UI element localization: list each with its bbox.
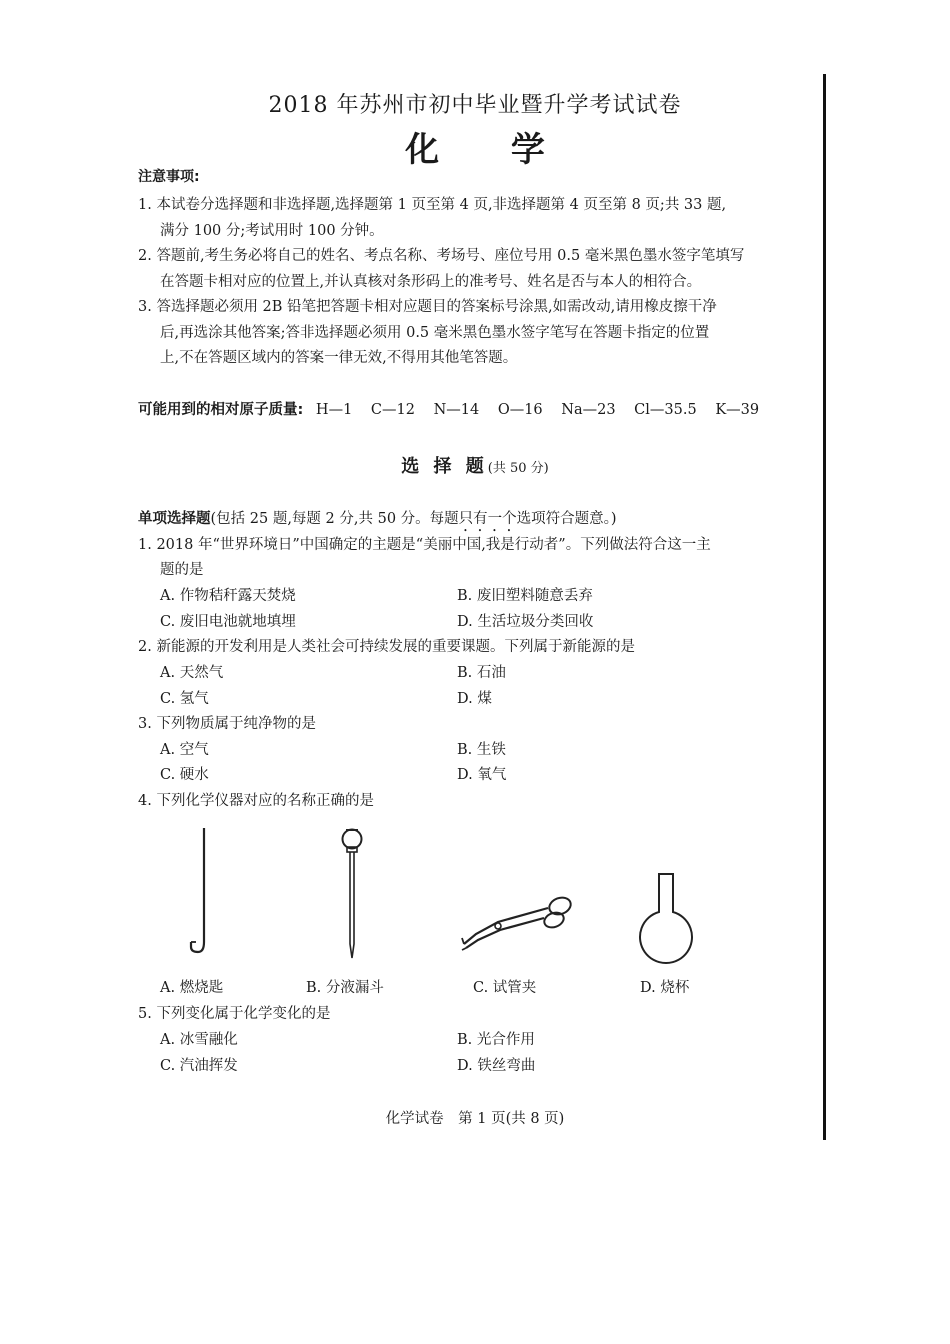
- q3-stem: 3. 下列物质属于纯净物的是: [138, 716, 316, 732]
- note-3-line-3: 上,不在答题区域内的答案一律无效,不得用其他笔答题。: [160, 350, 518, 366]
- note-3-line-2: 后,再选涂其他答案;答非选择题必须用 0.5 毫米黑色墨水签字笔写在答题卡指定的位置: [160, 325, 710, 341]
- q1-stem-line-1: 1. 2018 年“世界环境日”中国确定的主题是“美丽中国,我是行动者”。下列做法符合这一主: [138, 537, 711, 553]
- q5-option-b: B. 光合作用: [457, 1032, 535, 1048]
- q4-option-d: D. 烧杯: [640, 980, 690, 996]
- q4-option-b: B. 分液漏斗: [306, 980, 384, 996]
- mass-c: C—12: [370, 402, 415, 418]
- atomic-masses-label: 可能用到的相对原子质量:: [138, 402, 304, 418]
- q4-option-a: A. 燃烧匙: [160, 980, 224, 996]
- section-title: 选 择 题: [401, 456, 488, 477]
- mass-o: O—16: [497, 402, 543, 418]
- q1-option-a: A. 作物秸秆露天焚烧: [160, 588, 296, 604]
- mass-cl: Cl—35.5: [634, 402, 697, 418]
- section-points: (共 50 分): [487, 461, 549, 476]
- exam-title: 2018 年苏州市初中毕业暨升学考试试卷: [268, 93, 682, 118]
- mass-n: N—14: [433, 402, 480, 418]
- instructions: [138, 507, 617, 535]
- q3-option-d: D. 氧气: [457, 767, 507, 783]
- q2-option-c: C. 氢气: [160, 691, 209, 707]
- q1-option-b: B. 废旧塑料随意丢弃: [457, 588, 593, 604]
- section-heading: [0, 452, 950, 478]
- q2-option-d: D. 煤: [457, 691, 492, 707]
- q3-option-a: A. 空气: [160, 742, 209, 758]
- binding-line: [823, 74, 826, 1140]
- q5-option-d: D. 铁丝弯曲: [457, 1058, 536, 1074]
- q2-option-b: B. 石油: [457, 665, 506, 681]
- instructions-text-after: 选项符合题意。): [516, 511, 617, 527]
- q2-option-a: A. 天然气: [160, 665, 224, 681]
- round-bottom-flask-icon: [636, 872, 696, 964]
- mass-h: H—1: [315, 402, 353, 418]
- mass-k: K—39: [715, 402, 760, 418]
- note-1-line-1: 1. 本试卷分选择题和非选择题,选择题第 1 页至第 4 页,非选择题第 4 页至第 8 页;共 33 题,: [138, 197, 727, 213]
- note-1-line-2: 满分 100 分;考试用时 100 分钟。: [160, 223, 384, 239]
- q4-stem: 4. 下列化学仪器对应的名称正确的是: [138, 793, 374, 809]
- q1-option-d: D. 生活垃圾分类回收: [457, 614, 594, 630]
- q3-option-c: C. 硬水: [160, 767, 209, 783]
- instructions-text-before: (包括 25 题,每题 2 分,共 50 分。每题: [210, 511, 459, 527]
- mass-na: Na—23: [561, 402, 616, 418]
- q5-option-c: C. 汽油挥发: [160, 1058, 238, 1074]
- test-tube-holder-icon: [458, 886, 578, 952]
- instructions-head: 单项选择题: [138, 511, 211, 527]
- note-2-line-2: 在答题卡相对应的位置上,并认真核对条形码上的准考号、姓名是否与本人的相符合。: [160, 274, 702, 290]
- instructions-emphasis: 只有一个: [458, 511, 517, 527]
- q1-option-c: C. 废旧电池就地填埋: [160, 614, 296, 630]
- q1-stem-line-2: 题的是: [160, 562, 204, 578]
- notes-heading: 注意事项:: [138, 169, 200, 185]
- q5-option-a: A. 冰雪融化: [160, 1032, 238, 1048]
- atomic-masses: [138, 398, 773, 419]
- note-2-line-1: 2. 答题前,考生务必将自己的姓名、考点名称、考场号、座位号用 0.5 毫米黑色墨水签字笔填写: [138, 248, 745, 264]
- q3-option-b: B. 生铁: [457, 742, 506, 758]
- separatory-funnel-icon: [334, 826, 370, 962]
- q2-stem: 2. 新能源的开发利用是人类社会可持续发展的重要课题。下列属于新能源的是: [138, 639, 635, 655]
- q5-stem: 5. 下列变化属于化学变化的是: [138, 1006, 331, 1022]
- note-3-line-1: 3. 答选择题必须用 2B 铅笔把答题卡相对应题目的答案标号涂黑,如需改动,请用橡皮擦干净: [138, 299, 717, 315]
- combustion-spoon-icon: [182, 826, 222, 958]
- subject-title: 化 学: [405, 130, 545, 170]
- page-footer: 化学试卷 第 1 页(共 8 页): [385, 1111, 565, 1127]
- q4-option-c: C. 试管夹: [473, 980, 537, 996]
